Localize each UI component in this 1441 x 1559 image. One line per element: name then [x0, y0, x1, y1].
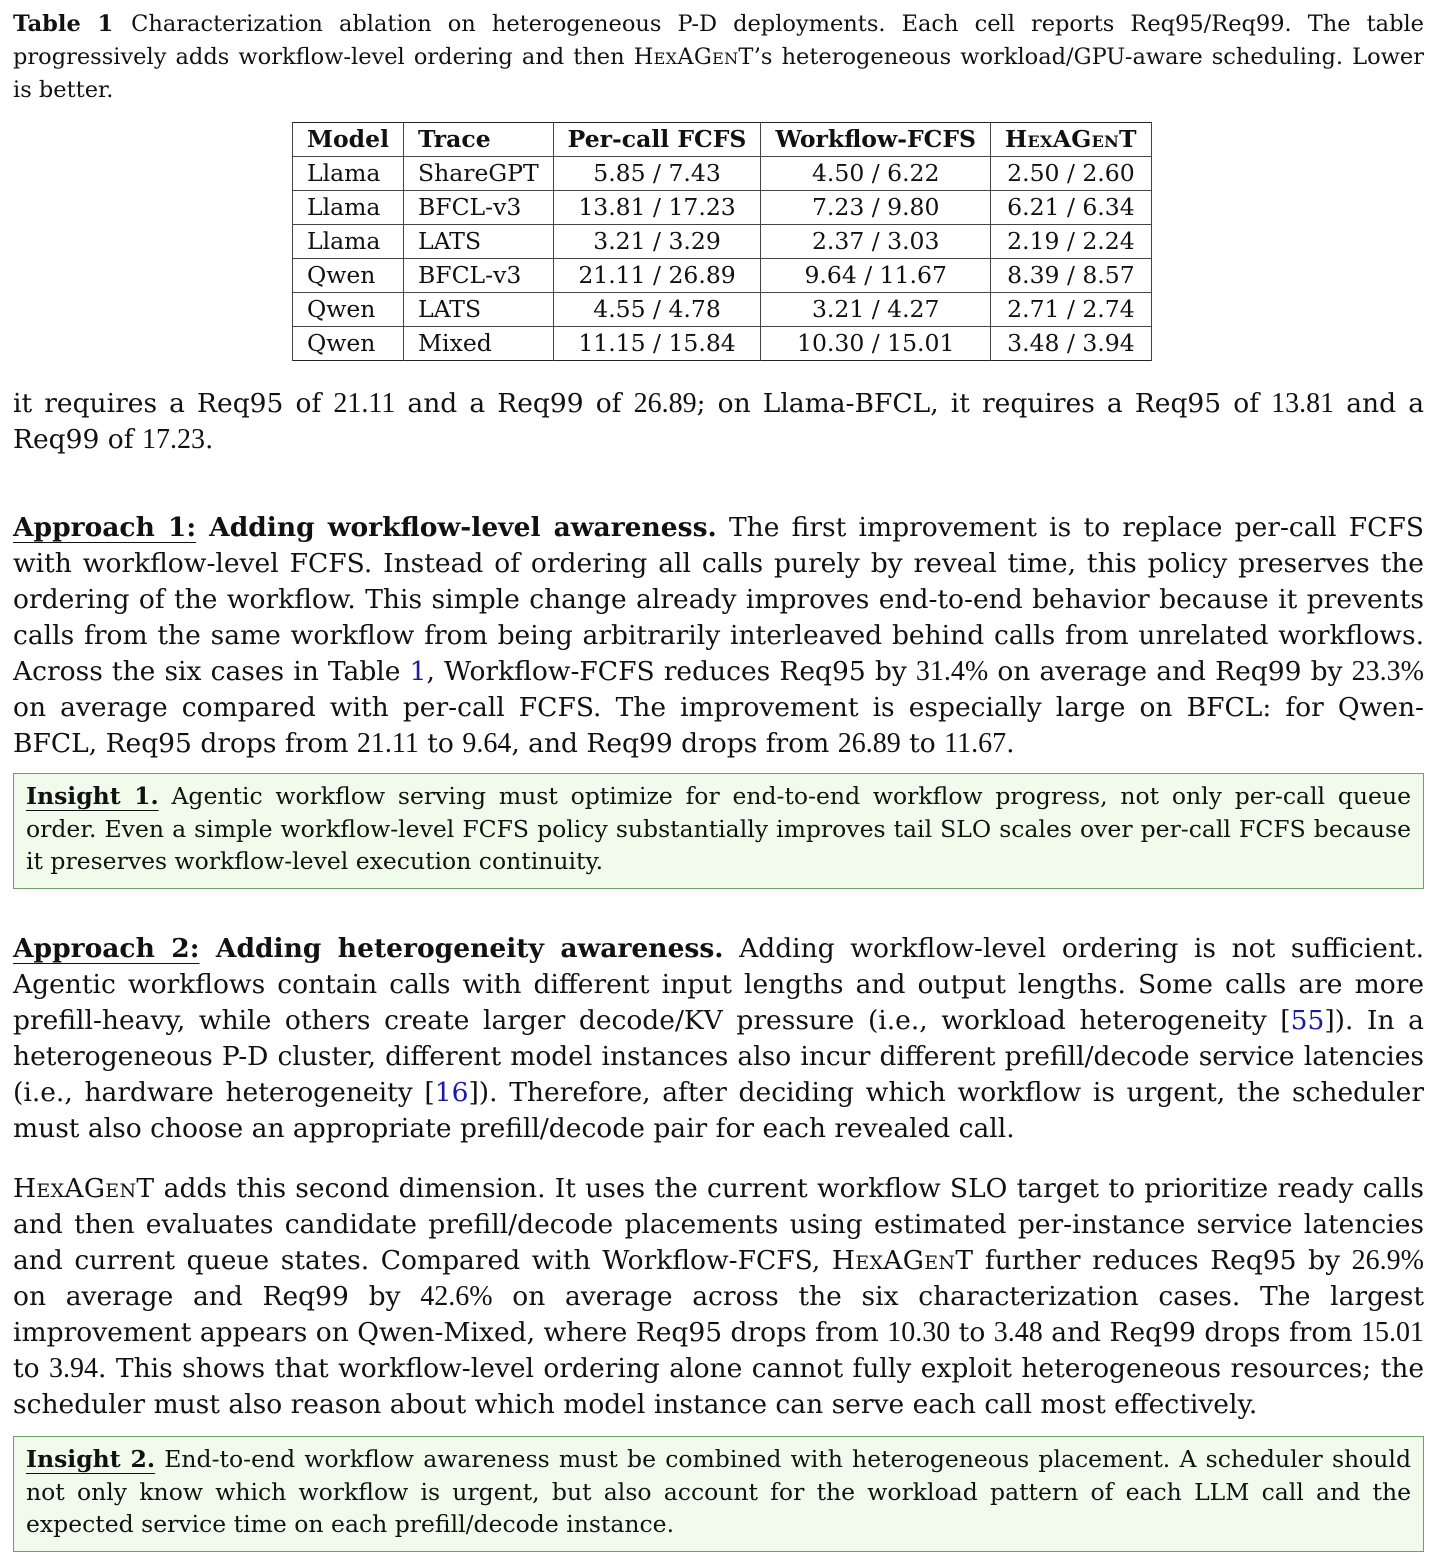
- text-run: on average across the six characterization cases. The largest improvement appears on Qwen-Mixed, where Req95 drops from: [13, 1281, 1424, 1348]
- cell-per-call-fcfs: 4.55 / 4.78: [553, 293, 761, 327]
- number: 15.01: [1361, 1317, 1424, 1348]
- cell-per-call-fcfs: 13.81 / 17.23: [553, 191, 761, 225]
- table-header-row: [293, 123, 1152, 157]
- insight-1-label: Insight 1.: [26, 782, 159, 810]
- text-run: ; on Llama-BFCL, it requires a Req95 of: [696, 388, 1272, 419]
- number: 42.6%: [420, 1281, 493, 1312]
- column-header-workflow-fcfs: Workflow-FCFS: [761, 123, 991, 157]
- text-run: ]). Therefore, after deciding which workflow is urgent, the scheduler must also choose an appropriate prefill/decode pair for each revealed call.: [13, 1077, 1424, 1144]
- text-run: to: [900, 728, 945, 759]
- insight-2-label: Insight 2.: [26, 1445, 156, 1473]
- table-row: [293, 225, 1152, 259]
- cell-hexagent: 2.50 / 2.60: [991, 157, 1152, 191]
- column-header-hexagent: HexAGenT: [991, 123, 1152, 157]
- number: 26.89: [633, 388, 697, 419]
- approach-2-label: Approach 2:: [13, 933, 200, 964]
- text-run: adds this second dimension. It uses the current workflow SLO target to prioritize ready calls and then evaluates candidate prefill/decode placements using estimated per-instance service latencies and current queue states. Compared with Workflow-FCFS,: [13, 1173, 1424, 1276]
- cell-trace: ShareGPT: [404, 157, 554, 191]
- cell-model: Llama: [293, 191, 404, 225]
- cell-workflow-fcfs: 4.50 / 6.22: [761, 157, 991, 191]
- number: 17.23: [141, 424, 205, 455]
- table-row: [293, 327, 1152, 361]
- paragraph-hexagent: [13, 1171, 1424, 1423]
- text-run: and a Req99 of: [13, 388, 1424, 455]
- cell-workflow-fcfs: 7.23 / 9.80: [761, 191, 991, 225]
- table-row: [293, 293, 1152, 327]
- table-caption-label: Table 1: [13, 11, 114, 37]
- cell-model: Qwen: [293, 259, 404, 293]
- column-header-model: Model: [293, 123, 404, 157]
- text-run: , and Req99 drops from: [511, 728, 838, 759]
- table-caption: [13, 8, 1424, 107]
- table-reference-link[interactable]: 1: [409, 656, 427, 687]
- cell-per-call-fcfs: 21.11 / 26.89: [553, 259, 761, 293]
- cell-per-call-fcfs: 3.21 / 3.29: [553, 225, 761, 259]
- table-row: [293, 259, 1152, 293]
- approach-1-title: Adding workflow-level awareness.: [196, 512, 717, 543]
- cell-trace: BFCL-v3: [404, 259, 554, 293]
- cell-trace: BFCL-v3: [404, 191, 554, 225]
- cell-trace: LATS: [404, 225, 554, 259]
- table-caption-text-a: Characterization ablation on heterogeneous P-D deployments. Each cell reports Req95/Req99. The table progressively adds workflow-level ordering and then: [13, 11, 1424, 70]
- number: 21.11: [333, 388, 396, 419]
- cell-model: Qwen: [293, 327, 404, 361]
- number: 3.48: [993, 1317, 1043, 1348]
- paragraph-approach-2: [13, 931, 1424, 1147]
- text-run: to: [950, 1317, 994, 1348]
- number: 11.67: [944, 728, 1007, 759]
- number: 3.94: [49, 1353, 99, 1384]
- text-run: to: [13, 1353, 50, 1384]
- cell-per-call-fcfs: 11.15 / 15.84: [553, 327, 761, 361]
- insight-1-text: Agentic workflow serving must optimize for end-to-end workflow progress, not only per-call queue order. Even a simple workflow-level FCFS policy substantially improves tail SLO scales over per-call FCFS because it preserves workflow-level execution continuity.: [26, 782, 1411, 875]
- approach-1-heading: [13, 512, 717, 543]
- cell-model: Qwen: [293, 293, 404, 327]
- number: 23.3%: [1351, 656, 1424, 687]
- cell-workflow-fcfs: 9.64 / 11.67: [761, 259, 991, 293]
- text-run: and a Req99 of: [395, 388, 634, 419]
- cell-model: Llama: [293, 157, 404, 191]
- cell-model: Llama: [293, 225, 404, 259]
- text-run: .: [204, 424, 214, 455]
- text-run: further reduces Req95 by: [973, 1245, 1352, 1276]
- text-run: ]). In a heterogeneous P-D cluster, different model instances also incur different prefill/decode service latencies (i.e., hardware heterogeneity [: [13, 1005, 1424, 1108]
- insight-box-1: [13, 773, 1424, 889]
- cell-hexagent: 8.39 / 8.57: [991, 259, 1152, 293]
- cell-workflow-fcfs: 10.30 / 15.01: [761, 327, 991, 361]
- cell-hexagent: 6.21 / 6.34: [991, 191, 1152, 225]
- text-run: it requires a Req95 of: [13, 388, 334, 419]
- cell-per-call-fcfs: 5.85 / 7.43: [553, 157, 761, 191]
- citation-link[interactable]: 16: [434, 1077, 469, 1108]
- number: 10.30: [887, 1317, 951, 1348]
- text-run: on average and Req99 by: [988, 656, 1352, 687]
- approach-1-label: Approach 1:: [13, 512, 197, 543]
- cell-hexagent: 2.19 / 2.24: [991, 225, 1152, 259]
- insight-box-2: [13, 1436, 1424, 1552]
- paragraph-approach-1: [13, 510, 1424, 762]
- system-name: HexAGenT: [633, 44, 754, 70]
- column-header-trace: Trace: [404, 123, 554, 157]
- cell-trace: LATS: [404, 293, 554, 327]
- text-run: on average compared with per-call FCFS. The improvement is especially large on BFCL: for Qwen-BFCL, Req95 drops from: [13, 692, 1424, 759]
- number: 13.81: [1271, 388, 1335, 419]
- text-run: Adding workflow-level ordering is not sufficient. Agentic workflows contain calls with different input lengths and output lengths. Some calls are more prefill-heavy, while others create larger decode/KV pressure (i.e., workload heterogeneity [: [13, 933, 1425, 1036]
- table-row: [293, 191, 1152, 225]
- text-run: The first improvement is to replace per-call FCFS with workflow-level FCFS. Instead of ordering all calls purely by reveal time, this policy preserves the ordering of the workflow. This simple change already improves end-to-end behavior because it prevents calls from the same workflow from being arbitrarily interleaved behind calls from unrelated workflows. Across the six cases in Table: [13, 512, 1424, 687]
- approach-2-heading: [13, 933, 724, 964]
- text-run: .: [1006, 728, 1015, 759]
- citation-link[interactable]: 55: [1290, 1005, 1325, 1036]
- column-header-per-call-fcfs: Per-call FCFS: [553, 123, 761, 157]
- cell-workflow-fcfs: 2.37 / 3.03: [761, 225, 991, 259]
- number: 21.11: [356, 728, 419, 759]
- number: 9.64: [462, 728, 512, 759]
- number: 31.4%: [915, 656, 989, 687]
- table-caption-text-b: ’s heterogeneous workload/GPU-aware scheduling. Lower is better.: [13, 44, 1424, 103]
- text-run: on average and Req99 by: [13, 1281, 421, 1312]
- text-run: to: [418, 728, 463, 759]
- cell-hexagent: 2.71 / 2.74: [991, 293, 1152, 327]
- cell-hexagent: 3.48 / 3.94: [991, 327, 1152, 361]
- results-table: [292, 122, 1152, 361]
- text-run: , Workflow-FCFS reduces Req95 by: [426, 656, 916, 687]
- cell-workflow-fcfs: 3.21 / 4.27: [761, 293, 991, 327]
- cell-trace: Mixed: [404, 327, 554, 361]
- table-row: [293, 157, 1152, 191]
- system-name: HexAGenT: [831, 1245, 974, 1276]
- paragraph-continuation: [13, 386, 1424, 458]
- number: 26.9%: [1351, 1245, 1424, 1276]
- number: 26.89: [837, 728, 901, 759]
- system-name: HexAGenT: [13, 1173, 155, 1204]
- insight-2-text: End-to-end workflow awareness must be combined with heterogeneous placement. A scheduler should not only know which workflow is urgent, but also account for the workload pattern of each LLM call and the expected service time on each prefill/decode instance.: [26, 1445, 1411, 1538]
- text-run: . This shows that workflow-level ordering alone cannot fully exploit heterogeneous resources; the scheduler must also reason about which model instance can serve each call most effectively.: [13, 1353, 1425, 1420]
- approach-2-title: Adding heterogeneity awareness.: [199, 933, 724, 964]
- text-run: and Req99 drops from: [1042, 1317, 1361, 1348]
